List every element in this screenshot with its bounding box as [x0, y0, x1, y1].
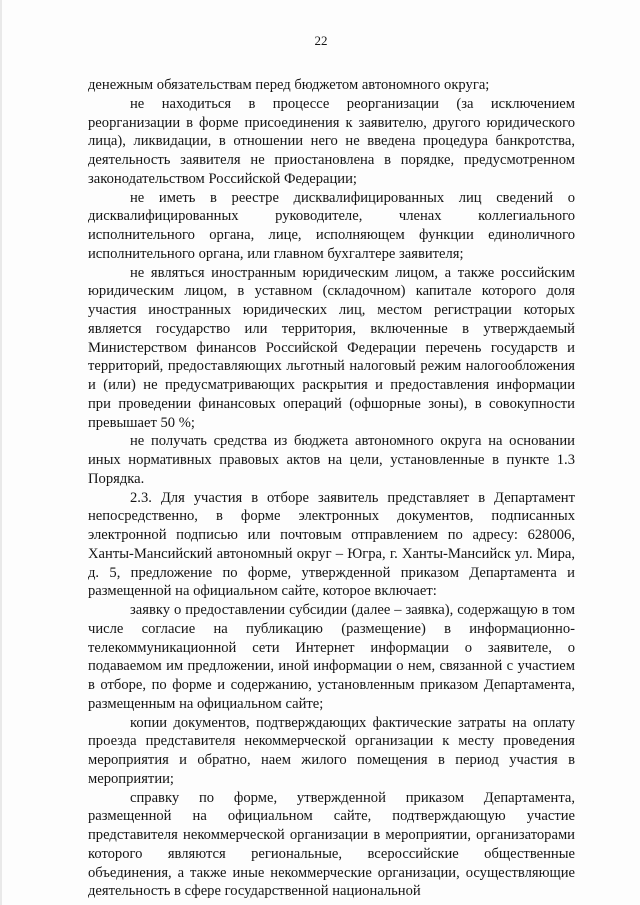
paragraph-reorganization: не находиться в процессе реорганизации (за исключением реорганизации в форме присоединения к заявителю, другого юридического лица), ликвидации, в отношении него не введена процедура банкротства, деятельность заявителя не приостановлена в порядке, предусмотренном законодательством Российской Федерации; [88, 95, 575, 187]
paragraph-document-copies: копии документов, подтверждающих фактические затраты на оплату проезда представителя некоммерческой организации к месту проведения мероприятия и обратно, наем жилого помещения в период участия в мероприятии; [88, 714, 575, 787]
paragraph-budget-funds: не получать средства из бюджета автономного округа на основании иных нормативных правовых актов на цели, установленные в пункте 1.3 Порядка. [88, 433, 575, 487]
document-body [88, 76, 575, 901]
paragraph-foreign-entity: не являться иностранным юридическим лицом, а также российским юридическим лицом, в уставном (складочном) капитале которого доля участия иностранных юридических лиц, местом регистрации которых является государство или территория, включенные в утверждаемый Министерством финансов Российской Федерации перечень государств и территорий, предоставляющих льготный налоговый режим налогообложения и (или) не предусматривающих раскрытия и предоставления информации при проведении финансовых операций (офшорные зоны), в совокупности превышает 50 %; [88, 264, 575, 431]
paragraph-application: заявку о предоставлении субсидии (далее – заявка), содержащую в том числе согласие на публикацию (размещение) в информационно-телекоммуникационной сети Интернет информации о заявителе, о подаваемом им предложении, иной информации о нем, связанной с участием в отборе, по форме и содержанию, установленным приказом Департамента, размещенным на официальном сайте; [88, 602, 575, 712]
paragraph-disqualified-persons: не иметь в реестре дисквалифицированных лиц сведений о дисквалифицированных руководителе, членах коллегиального исполнительного органа, лице, исполняющем функции единоличного исполнительного органа, или главном бухгалтере заявителя; [88, 189, 575, 262]
paragraph-certificate: справку по форме, утвержденной приказом Департамента, размещенной на официальном сайте, подтверждающую участие представителя некоммерческой организации в мероприятии, организаторами которого являются региональные, всероссийские общественные объединения, а также иные некоммерческие организации, осуществляющие деятельность в сфере государственной национальной [88, 789, 575, 900]
page-number: 22 [314, 33, 328, 48]
paragraph-section-2-3: 2.3. Для участия в отборе заявитель представляет в Департамент непосредственно, в форме электронных документов, подписанных электронной подписью или почтовым отправлением по адресу: 628006, Ханты-Мансийский автономный округ – Югра, г. Ханты-Мансийск ул. Мира, д. 5, предложение по форме, утвержденной приказом Департамента и размещенной на официальном сайте, которое включает: [88, 489, 575, 600]
paragraph-continuation: денежным обязательствам перед бюджетом автономного округа; [88, 77, 490, 93]
